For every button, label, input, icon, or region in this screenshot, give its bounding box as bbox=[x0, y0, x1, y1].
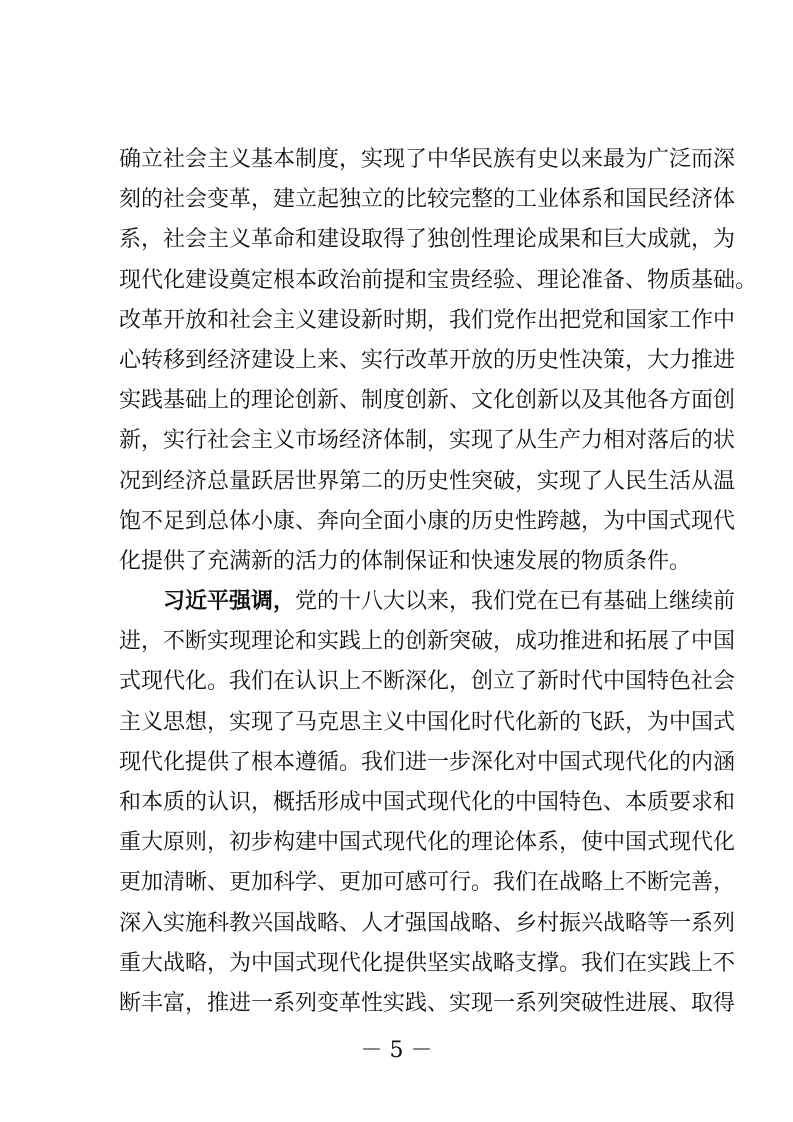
page-number: － 5 － bbox=[360, 1038, 433, 1063]
paragraph-2-first-line-text: 党的十八大以来，我们党在已有基础上继续前 bbox=[295, 589, 736, 615]
paragraph-2-line-4: 主义思想，实现了马克思主义中国化时代化新的飞跃，为中国式 bbox=[119, 709, 736, 735]
paragraph-2-line-8: 更加清晰、更加科学、更加可感可行。我们在战略上不断完善， bbox=[119, 870, 736, 896]
paragraph-2-line-11: 断丰富，推进一系列变革性实践、实现一系列突破性进展、取得 bbox=[119, 990, 736, 1016]
paragraph-2-line-7: 重大原则，初步构建中国式现代化的理论体系，使中国式现代化 bbox=[119, 830, 736, 856]
paragraph-2-line-9: 深入实施科教兴国战略、人才强国战略、乡村振兴战略等一系列 bbox=[119, 910, 736, 936]
paragraph-1-line-1: 确立社会主义基本制度，实现了中华民族有史以来最为广泛而深 bbox=[119, 147, 736, 172]
paragraph-1-line-11: 化提供了充满新的活力的体制保证和快速发展的物质条件。 bbox=[119, 548, 692, 574]
paragraph-1-line-10: 饱不足到总体小康、奔向全面小康的历史性跨越，为中国式现代 bbox=[119, 508, 736, 534]
document-body bbox=[119, 140, 758, 1024]
paragraph-2-line-6: 和本质的认识，概括形成中国式现代化的中国特色、本质要求和 bbox=[119, 790, 736, 815]
paragraph-1-line-7: 实践基础上的理论创新、制度创新、文化创新以及其他各方面创 bbox=[119, 388, 736, 414]
paragraph-2-line-10: 重大战略，为中国式现代化提供坚实战略支撑。我们在实践上不 bbox=[119, 950, 736, 976]
paragraph-1-line-6: 心转移到经济建设上来、实行改革开放的历史性决策，大力推进 bbox=[119, 347, 736, 373]
paragraph-1-line-9: 况到经济总量跃居世界第二的历史性突破，实现了人民生活从温 bbox=[119, 468, 736, 494]
paragraph-1-line-4: 现代化建设奠定根本政治前提和宝贵经验、理论准备、物质基础。 bbox=[119, 267, 758, 293]
paragraph-2-line-3: 式现代化。我们在认识上不断深化，创立了新时代中国特色社会 bbox=[119, 669, 736, 695]
paragraph-1-line-5: 改革开放和社会主义建设新时期，我们党作出把党和国家工作中 bbox=[119, 307, 736, 333]
paragraph-1-line-3: 系，社会主义革命和建设取得了独创性理论成果和巨大成就，为 bbox=[119, 227, 736, 253]
paragraph-2-line-1 bbox=[119, 582, 736, 622]
paragraph-1-line-8: 新，实行社会主义市场经济体制，实现了从生产力相对落后的状 bbox=[119, 428, 736, 454]
paragraph-2-lead: 习近平强调， bbox=[163, 589, 296, 615]
paragraph-2-line-5: 现代化提供了根本遵循。我们进一步深化对中国式现代化的内涵 bbox=[119, 749, 736, 775]
paragraph-2-line-2: 进，不断实现理论和实践上的创新突破，成功推进和拓展了中国 bbox=[119, 629, 736, 655]
paragraph-1-line-2: 刻的社会变革，建立起独立的比较完整的工业体系和国民经济体 bbox=[119, 187, 736, 213]
